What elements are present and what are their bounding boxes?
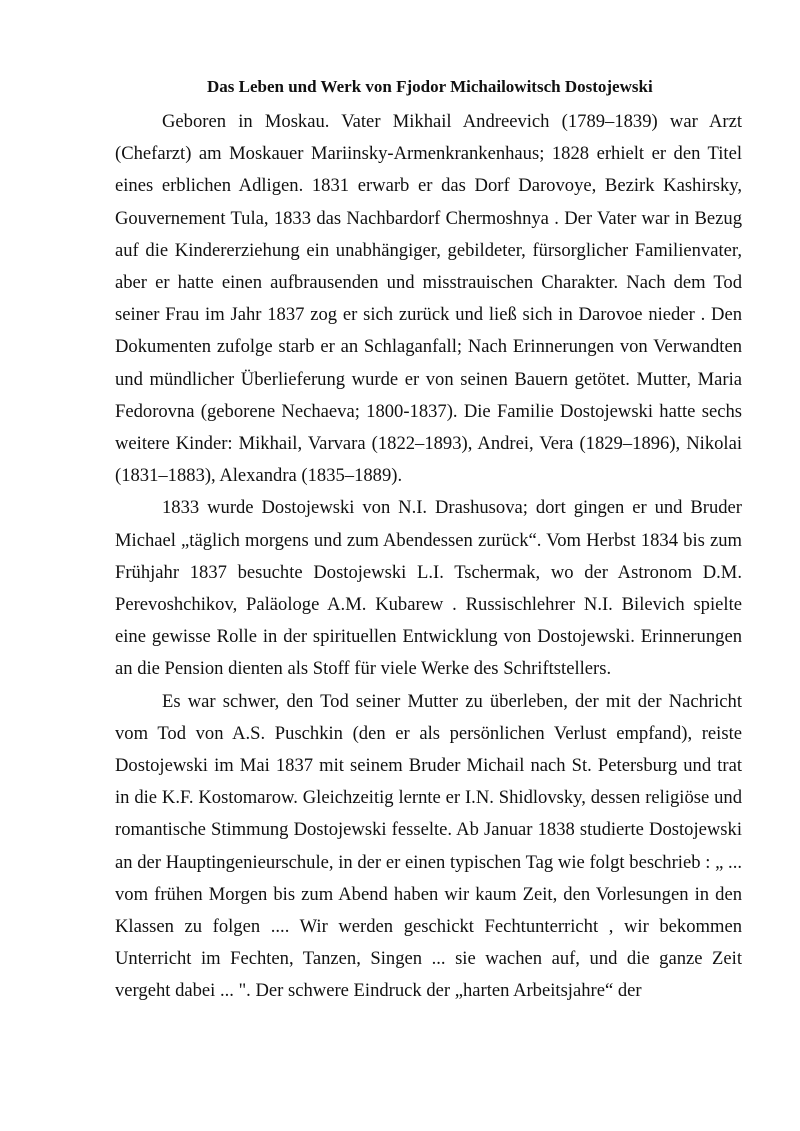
paragraph-3: Es war schwer, den Tod seiner Mutter zu überleben, der mit der Nachricht vom Tod von A.S. Puschkin (den er als persönlichen Verlust empfand), reiste Dostojewski im Mai 1837 mit seinem Bruder Michail nach St. Petersburg und trat in die K.F. Kostomarow. Gleichzeitig lernte er I.N. Shidlovsky, dessen religiöse und romantische Stimmung Dostojewski fesselte. Ab Januar 1838 studierte Dostojewski an der Hauptingenieurschule, in der er einen typischen Tag wie folgt beschrieb : „ ... vom frühen Morgen bis zum Abend haben wir kaum Zeit, den Vorlesungen in den Klassen zu folgen .... Wir werden geschickt Fechtunterricht , wir bekommen Unterricht im Fechten, Tanzen, Singen ... sie wachen auf, und die ganze Zeit vergeht dabei ... ". Der schwere Eindruck der „harten Arbeitsjahre“ der xyxy=(115,690,742,1002)
document-title: Das Leben und Werk von Fjodor Michailowitsch Dostojewski xyxy=(207,77,653,96)
document-page xyxy=(115,68,742,1008)
paragraph-2: 1833 wurde Dostojewski von N.I. Drashusova; dort gingen er und Bruder Michael „täglich morgens und zum Abendessen zurück“. Vom Herbst 1834 bis zum Frühjahr 1837 besuchte Dostojewski L.I. Tschermak, wo der Astronom D.M. Perevoshchikov, Paläologe A.M. Kubarew . Russischlehrer N.I. Bilevich spielte eine gewisse Rolle in der spirituellen Entwicklung von Dostojewski. Erinnerungen an die Pension dienten als Stoff für viele Werke des Schriftstellers. xyxy=(115,497,742,680)
paragraph-1: Geboren in Moskau. Vater Mikhail Andreevich (1789–1839) war Arzt (Chefarzt) am Moskauer Mariinsky-Armenkrankenhaus; 1828 erhielt er den Titel eines erblichen Adligen. 1831 erwarb er das Dorf Darovoye, Bezirk Kashirsky, Gouvernement Tula, 1833 das Nachbardorf Chermoshnya . Der Vater war in Bezug auf die Kindererziehung ein unabhängiger, gebildeter, fürsorglicher Familienvater, aber er hatte einen aufbrausenden und misstrauischen Charakter. Nach dem Tod seiner Frau im Jahr 1837 zog er sich zurück und ließ sich in Darovoe nieder . Den Dokumenten zufolge starb er an Schlaganfall; Nach Erinnerungen von Verwandten und mündlicher Überlieferung wurde er von seinen Bauern getötet. Mutter, Maria Fedorovna (geborene Nechaeva; 1800-1837). Die Familie Dostojewski hatte sechs weitere Kinder: Mikhail, Varvara (1822–1893), Andrei, Vera (1829–1896), Nikolai (1831–1883), Alexandra (1835–1889). xyxy=(115,111,742,487)
